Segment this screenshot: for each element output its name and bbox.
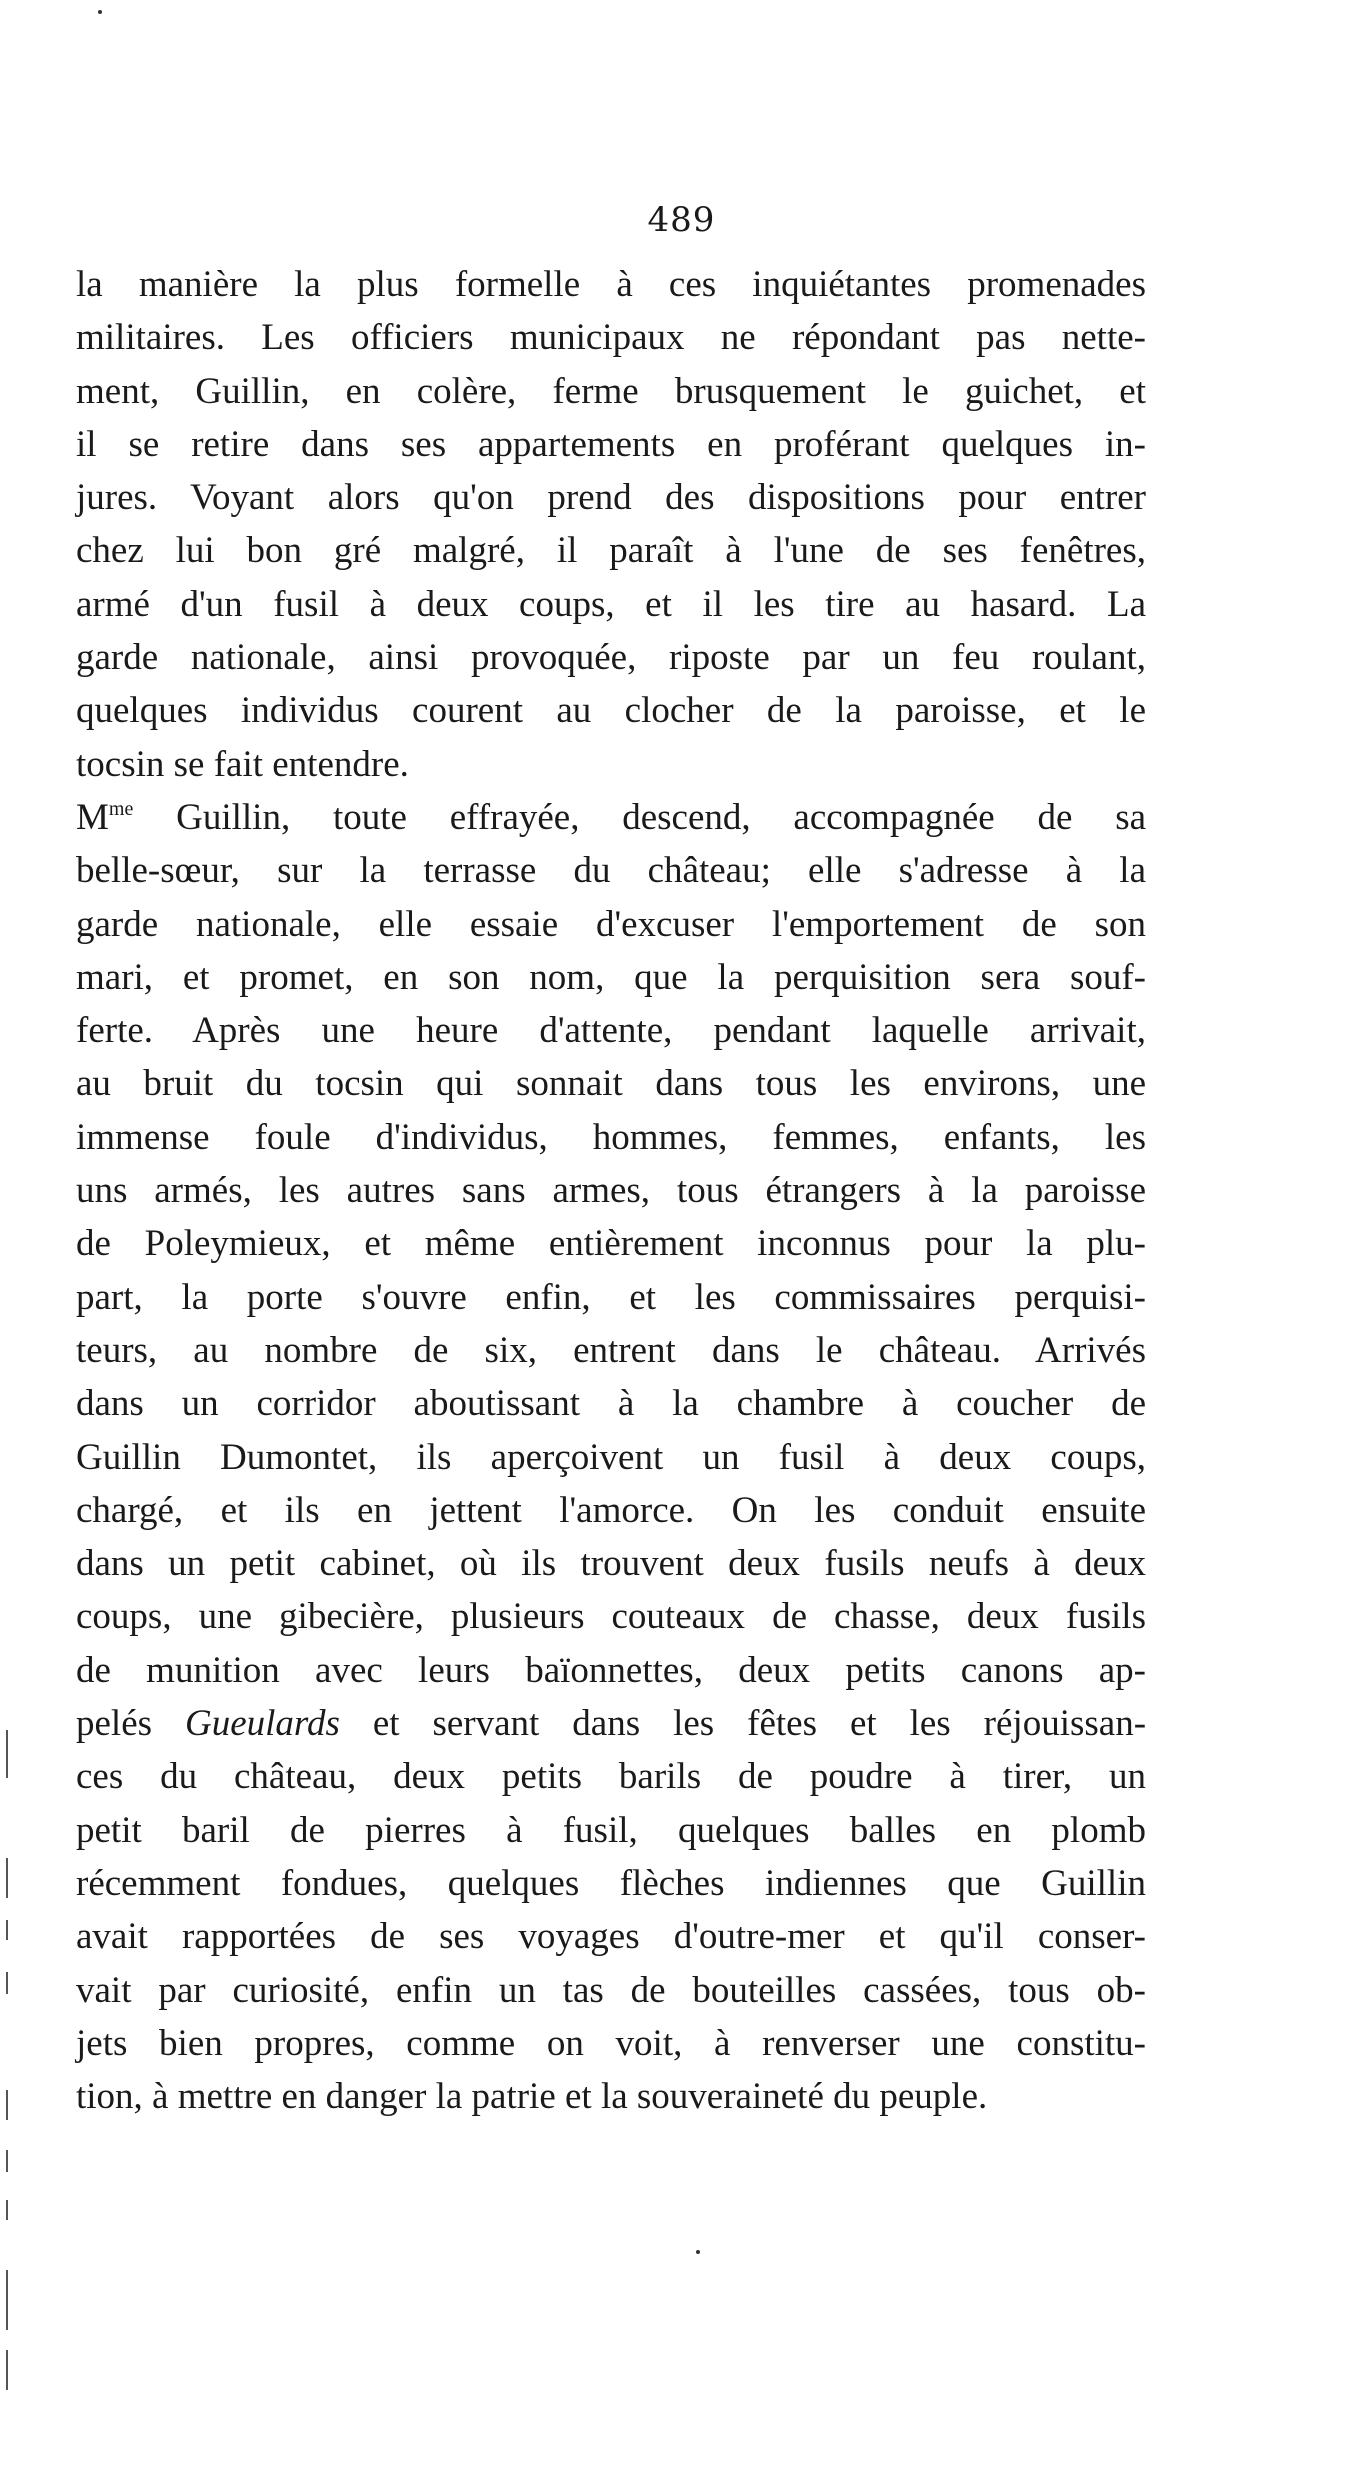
text-line: avait rapportées de ses voyages d'outre-mer et qu'il conser-: [76, 1916, 1146, 1958]
text-line: récemment fondues, quelques flèches indiennes que Guillin: [76, 1862, 1146, 1904]
text-line: quelques individus courent au clocher de la paroisse, et le: [76, 690, 1146, 732]
text-line: $M^{me}$ Guillin, toute effrayée, descend, accompagnée de sa: [76, 796, 1147, 838]
text-line: de Poleymieux, et même entièrement inconnus pour la plu-: [76, 1223, 1146, 1265]
scan-mark: [6, 2200, 8, 2220]
text-line: pelés Gueulards et servant dans les fêtes et les réjouissan-: [76, 1703, 1147, 1745]
text-line: tocsin se fait entendre.: [76, 743, 409, 785]
text-line: la manière la plus formelle à ces inquiétantes promenades: [76, 264, 1146, 305]
text-line: part, la porte s'ouvre enfin, et les commissaires perquisi-: [76, 1276, 1146, 1318]
text-line: de munition avec leurs baïonnettes, deux petits canons ap-: [76, 1649, 1146, 1691]
scan-dot: [98, 10, 102, 14]
mme-abbreviation: $M^{me}$: [76, 796, 134, 838]
scan-mark: [6, 1920, 8, 1940]
page-number: 489: [647, 200, 716, 240]
scan-mark: [6, 1858, 8, 1898]
text-line: mari, et promet, en son nom, que la perquisition sera souf-: [76, 956, 1146, 998]
text-line: ferte. Après une heure d'attente, pendant laquelle arrivait,: [76, 1010, 1146, 1052]
text-line: ces du château, deux petits barils de poudre à tirer, un: [76, 1756, 1146, 1798]
text-line: armé d'un fusil à deux coups, et il les tire au hasard. La: [76, 583, 1146, 625]
scan-dot: [696, 2250, 700, 2254]
text-line: chez lui bon gré malgré, il paraît à l'une de ses fenêtres,: [76, 530, 1146, 572]
text-line: tion, à mettre en danger la patrie et la souveraineté du peuple.: [76, 2076, 988, 2118]
italic-term: Gueulards: [185, 1703, 340, 1745]
text-line: dans un petit cabinet, où ils trouvent deux fusils neufs à deux: [76, 1543, 1146, 1585]
scan-mark: [6, 1972, 8, 1994]
text-line: au bruit du tocsin qui sonnait dans tous les environs, une: [76, 1063, 1146, 1105]
scan-mark: [6, 2150, 8, 2172]
text-line: il se retire dans ses appartements en proférant quelques in-: [76, 423, 1146, 465]
scan-mark: [6, 1730, 8, 1778]
text-line: dans un corridor aboutissant à la chambre à coucher de: [76, 1383, 1146, 1425]
text-line: militaires. Les officiers municipaux ne répondant pas nette-: [76, 317, 1146, 359]
text-line: uns armés, les autres sans armes, tous étrangers à la paroisse: [76, 1170, 1146, 1212]
text-line: belle-sœur, sur la terrasse du château; elle s'adresse à la: [76, 850, 1146, 892]
text-line: garde nationale, elle essaie d'excuser l'emportement de son: [76, 903, 1146, 945]
scan-mark: [6, 2090, 8, 2120]
text-line: teurs, au nombre de six, entrent dans le château. Arrivés: [76, 1329, 1146, 1371]
scan-mark: [6, 2270, 8, 2330]
text-line: jets bien propres, comme on voit, à renverser une constitu-: [76, 2022, 1146, 2064]
text-line: coups, une gibecière, plusieurs couteaux de chasse, deux fusils: [76, 1596, 1146, 1638]
text-line: chargé, et ils en jettent l'amorce. On les conduit ensuite: [76, 1489, 1146, 1531]
text-line: Guillin Dumontet, ils aperçoivent un fusil à deux coups,: [76, 1436, 1146, 1478]
text-line: petit baril de pierres à fusil, quelques balles en plomb: [76, 1809, 1146, 1851]
text-line: vait par curiosité, enfin un tas de bouteilles cassées, tous ob-: [76, 1969, 1146, 2011]
body-text: [76, 258, 1146, 2123]
text-line: ment, Guillin, en colère, ferme brusquement le guichet, et: [76, 370, 1146, 412]
text-line: jures. Voyant alors qu'on prend des dispositions pour entrer: [76, 477, 1146, 519]
text-line: immense foule d'individus, hommes, femmes, enfants, les: [76, 1116, 1146, 1158]
text-line: garde nationale, ainsi provoquée, riposte par un feu roulant,: [76, 637, 1146, 679]
scan-mark: [6, 2350, 8, 2390]
